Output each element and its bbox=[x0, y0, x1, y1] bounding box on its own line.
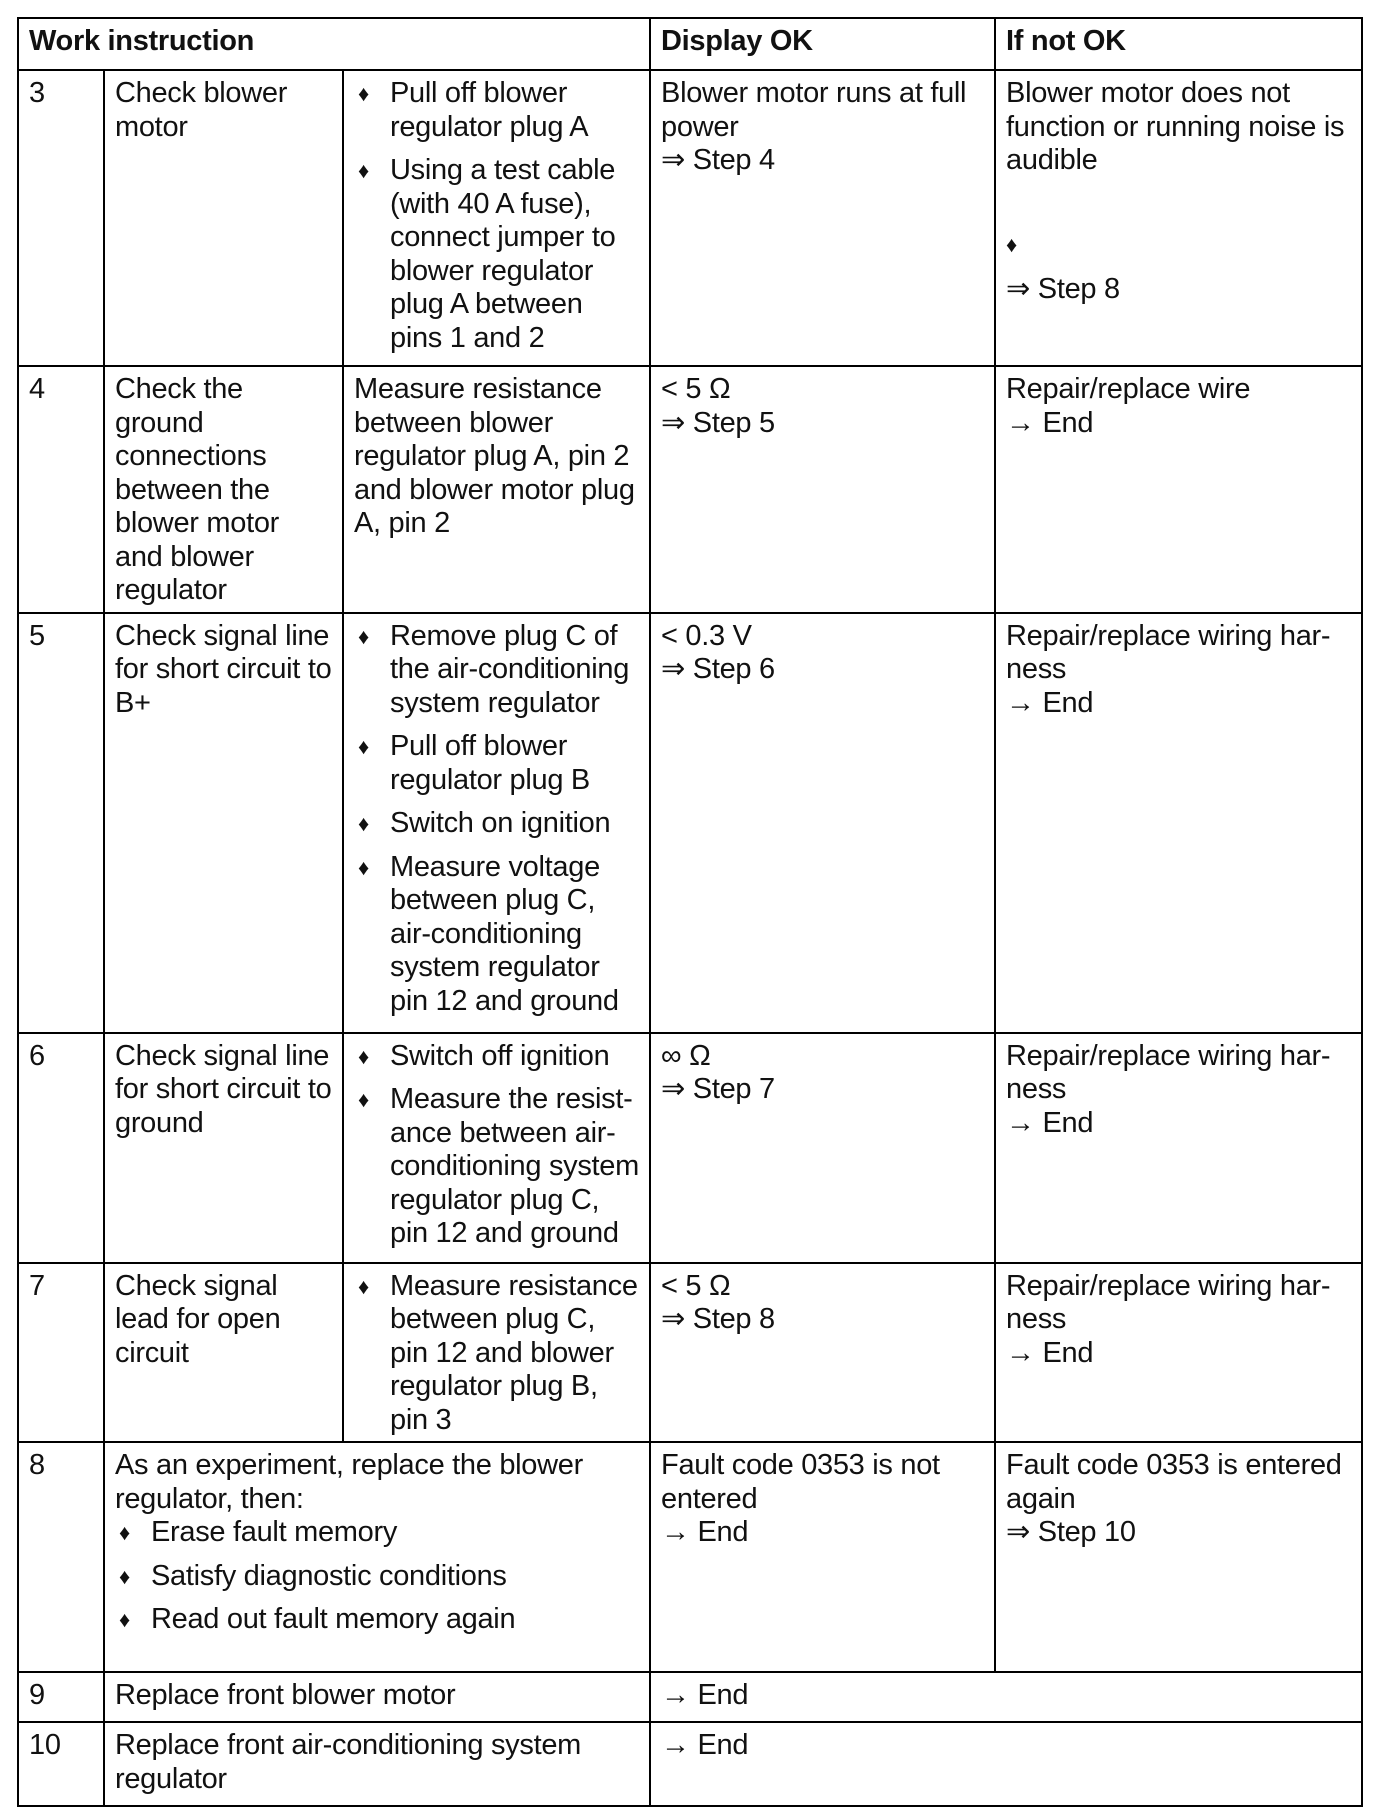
ok-text: ∞ Ω bbox=[661, 1039, 711, 1072]
if-not-ok-cell bbox=[995, 1442, 1362, 1672]
bullet-diamond-icon: ♦ bbox=[358, 854, 369, 880]
bullet-diamond-icon: ♦ bbox=[358, 158, 369, 183]
table-row bbox=[18, 1442, 1362, 1672]
instruction-list bbox=[354, 620, 639, 1019]
notok-text: Repair/replace wiring harness bbox=[1006, 619, 1331, 685]
list-item: ♦ Measure voltage between plug C, air-conditioning system regulator pin 12 and ground bbox=[358, 850, 619, 1017]
display-ok-cell bbox=[650, 613, 995, 1033]
header-row bbox=[18, 18, 1362, 70]
list-item: ♦ Erase fault memory bbox=[119, 1516, 398, 1548]
bullet-diamond-icon: ♦ bbox=[358, 811, 369, 836]
instruction-list bbox=[354, 77, 639, 355]
step-number: 9 bbox=[18, 1672, 104, 1722]
table-row bbox=[18, 1672, 1362, 1722]
bullet-diamond-icon: ♦ bbox=[119, 1563, 130, 1589]
bullet-diamond-icon: ♦ bbox=[358, 81, 369, 106]
instruction-list bbox=[115, 1516, 639, 1637]
if-not-ok-cell bbox=[995, 1033, 1362, 1263]
result-cell: → End bbox=[650, 1722, 1362, 1806]
ok-result: ⇒ Step 4 bbox=[661, 144, 775, 176]
ok-text: Fault code 0353 is not entered bbox=[661, 1449, 940, 1515]
notok-result: → End bbox=[1006, 406, 1094, 439]
list-item: ♦ Switch off ignition bbox=[358, 1039, 610, 1072]
check-description: Check the ground connections between the blower motor and blower regulator bbox=[104, 366, 343, 613]
instruction-cell bbox=[343, 1263, 650, 1443]
ok-result: ⇒ Step 7 bbox=[661, 1073, 775, 1105]
notok-text: Repair/replace wire bbox=[1006, 373, 1251, 405]
instruction-list bbox=[354, 1040, 639, 1251]
bullet-diamond-icon: ♦ bbox=[119, 1520, 130, 1545]
if-not-ok-cell bbox=[995, 70, 1362, 366]
notok-text: Repair/replace wiring harness bbox=[1006, 1269, 1331, 1335]
ok-text: < 5 Ω bbox=[661, 373, 731, 405]
if-not-ok-cell bbox=[995, 1263, 1362, 1443]
if-not-ok-cell bbox=[995, 366, 1362, 613]
display-ok-cell bbox=[650, 1442, 995, 1672]
bullet-diamond-icon: ♦ bbox=[358, 1273, 369, 1299]
work-instruction-table bbox=[17, 17, 1363, 1807]
list-item: ♦ Switch on ignition bbox=[358, 807, 611, 839]
ok-result: ⇒ Step 8 bbox=[661, 1303, 775, 1335]
list-item: ♦ Using a test cable (with 40 A fuse), connect jumper to blower regulator plug A between pins 1 and 2 bbox=[358, 154, 616, 354]
notok-result: → End bbox=[1006, 686, 1094, 719]
check-description: Check signal lead for open circuit bbox=[104, 1263, 343, 1443]
bullet-diamond-icon: ♦ bbox=[358, 623, 369, 649]
step-number: 7 bbox=[18, 1263, 104, 1443]
table-row bbox=[18, 70, 1362, 366]
instruction-cell: Measure resistance between blower regulator plug A, pin 2 and blower motor plug A, pin 2 bbox=[343, 366, 650, 613]
ok-text: < 0.3 V bbox=[661, 619, 752, 652]
instruction-cell: Replace front air-conditioning system regulator bbox=[104, 1722, 650, 1806]
list-item: ♦ Measure resistance between plug C, pin 12 and blower regulator plug B, pin 3 bbox=[358, 1269, 638, 1436]
instruction-cell bbox=[343, 70, 650, 366]
step-number: 10 bbox=[18, 1722, 104, 1806]
table-row bbox=[18, 1722, 1362, 1806]
header-if-not-ok: If not OK bbox=[995, 18, 1362, 70]
table-row bbox=[18, 366, 1362, 613]
bullet-diamond-icon: ♦ bbox=[119, 1607, 130, 1632]
step-number: 6 bbox=[18, 1033, 104, 1263]
instruction-cell bbox=[104, 1442, 650, 1672]
step-number: 5 bbox=[18, 613, 104, 1033]
notok-result: → End bbox=[1006, 1336, 1094, 1369]
notok-result: → End bbox=[1006, 1106, 1094, 1139]
instruction-text: As an experiment, replace the blower regulator, then: bbox=[115, 1449, 583, 1515]
notok-result: ⇒ Step 10 bbox=[1006, 1516, 1136, 1548]
header-display-ok: Display OK bbox=[650, 18, 995, 70]
table-row bbox=[18, 1033, 1362, 1263]
notok-result: ⇒ Step 8 bbox=[1006, 273, 1120, 305]
notok-text: Repair/replace wiring harness bbox=[1006, 1039, 1331, 1105]
instruction-cell bbox=[343, 613, 650, 1033]
ok-result: ⇒ Step 5 bbox=[661, 406, 775, 439]
check-description: Check blower motor bbox=[104, 70, 343, 366]
if-not-ok-cell bbox=[995, 613, 1362, 1033]
list-item: ♦ Pull off blower regulator plug B bbox=[358, 730, 590, 796]
instruction-list bbox=[354, 1270, 639, 1438]
check-description: Check signal line for short circuit to B+ bbox=[104, 613, 343, 1033]
ok-text: < 5 Ω bbox=[661, 1269, 731, 1302]
list-item: ♦ Remove plug C of the air-conditioning system regulator bbox=[358, 619, 630, 719]
list-item: ♦ Pull off blower regulator plug A bbox=[358, 77, 589, 143]
table-row bbox=[18, 613, 1362, 1033]
ok-result: → End bbox=[661, 1516, 749, 1548]
table-row bbox=[18, 1263, 1362, 1443]
step-number: 4 bbox=[18, 366, 104, 613]
list-item: ♦ Read out fault memory again bbox=[119, 1603, 516, 1635]
notok-text: Blower motor does not function or running noise is audible bbox=[1006, 77, 1345, 176]
bullet-diamond-icon: ♦ bbox=[358, 1087, 369, 1112]
display-ok-cell bbox=[650, 70, 995, 366]
step-number: 3 bbox=[18, 70, 104, 366]
ok-text: Blower motor runs at full power bbox=[661, 77, 967, 143]
display-ok-cell bbox=[650, 1263, 995, 1443]
ok-result: ⇒ Step 6 bbox=[661, 653, 775, 685]
instruction-cell: Replace front blower motor bbox=[104, 1672, 650, 1722]
step-number: 8 bbox=[18, 1442, 104, 1672]
list-item: ♦ Measure the resistance between air-conditioning system regulator plug C, pin 12 and ground bbox=[358, 1083, 639, 1249]
list-item: ♦ Satisfy diagnostic conditions bbox=[119, 1559, 507, 1592]
notok-text: Fault code 0353 is entered again bbox=[1006, 1449, 1342, 1515]
result-cell: → End bbox=[650, 1672, 1362, 1722]
display-ok-cell bbox=[650, 1033, 995, 1263]
instruction-cell bbox=[343, 1033, 650, 1263]
display-ok-cell bbox=[650, 366, 995, 613]
header-work-instruction: Work instruction bbox=[18, 18, 650, 70]
bullet-diamond-icon: ♦ bbox=[1006, 231, 1017, 257]
bullet-diamond-icon: ♦ bbox=[358, 1043, 369, 1069]
check-description: Check signal line for short circuit to ground bbox=[104, 1033, 343, 1263]
bullet-diamond-icon: ♦ bbox=[358, 734, 369, 759]
